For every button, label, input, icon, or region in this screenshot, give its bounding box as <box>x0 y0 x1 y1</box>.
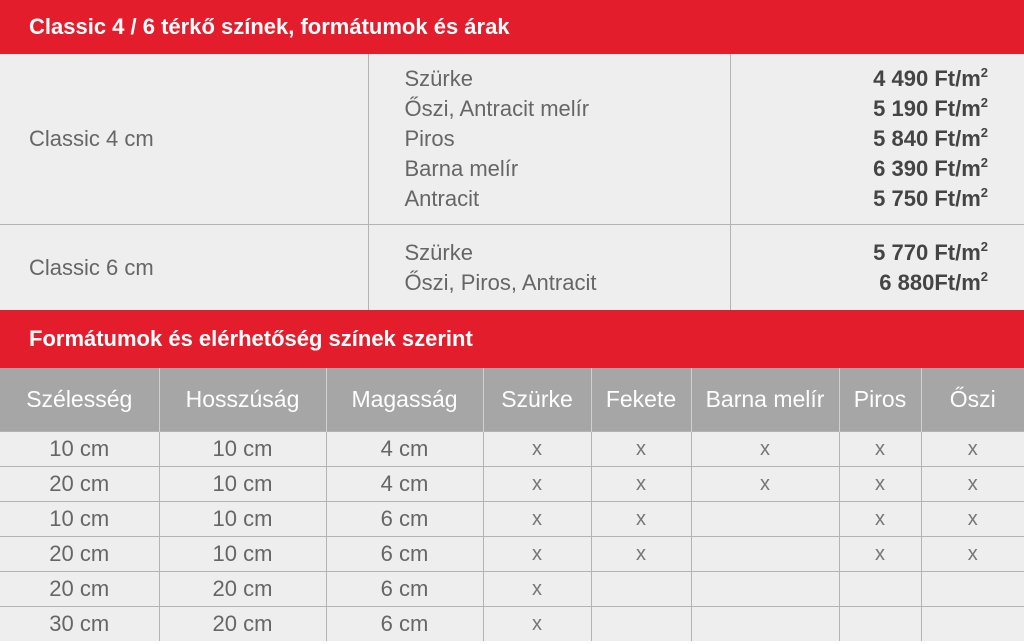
color-list <box>368 225 730 311</box>
availability-cell <box>591 572 691 607</box>
dimension-cell: 10 cm <box>159 432 326 467</box>
column-header: Szürke <box>483 368 591 432</box>
price-table <box>0 54 1024 310</box>
color-item: Piros <box>404 126 455 151</box>
availability-cell: x <box>691 432 839 467</box>
availability-cell <box>921 607 1024 642</box>
color-item: Barna melír <box>404 156 519 181</box>
dimension-cell: 10 cm <box>159 537 326 572</box>
availability-cell <box>839 572 921 607</box>
availability-cell: x <box>483 432 591 467</box>
column-header: Barna melír <box>691 368 839 432</box>
table-row <box>0 537 1024 572</box>
availability-cell: x <box>483 537 591 572</box>
table-row <box>0 467 1024 502</box>
dimension-cell: 20 cm <box>159 607 326 642</box>
color-item: Őszi, Antracit melír <box>404 96 590 121</box>
dimension-cell: 20 cm <box>0 537 159 572</box>
price-item: 5 750 $Ft/m^2$ <box>873 185 988 211</box>
availability-cell: x <box>839 537 921 572</box>
availability-cell <box>591 607 691 642</box>
color-item: Antracit <box>404 186 480 211</box>
availability-cell <box>839 607 921 642</box>
product-name: Classic 6 cm <box>0 225 368 311</box>
dimension-cell: 6 cm <box>326 607 483 642</box>
color-item: Szürke <box>404 239 473 265</box>
price-list <box>730 225 1024 311</box>
color-list <box>368 54 730 225</box>
price-section-title-text: Classic 4 / 6 térkő színek, formátumok és árak <box>29 14 510 39</box>
availability-cell: x <box>483 502 591 537</box>
price-item: 5 840 $Ft/m^2$ <box>873 125 988 151</box>
format-table-header <box>0 368 1024 432</box>
availability-cell: x <box>921 432 1024 467</box>
availability-cell <box>921 572 1024 607</box>
column-header: Fekete <box>591 368 691 432</box>
availability-cell: x <box>921 467 1024 502</box>
availability-cell <box>691 502 839 537</box>
availability-cell: x <box>839 432 921 467</box>
availability-cell: x <box>483 572 591 607</box>
dimension-cell: 10 cm <box>159 467 326 502</box>
price-item: 4 490 $Ft/m^2$ <box>873 65 988 91</box>
price-row-classic-6 <box>0 225 1024 311</box>
availability-cell: x <box>483 607 591 642</box>
column-header: Őszi <box>921 368 1024 432</box>
dimension-cell: 10 cm <box>0 502 159 537</box>
dimension-cell: 6 cm <box>326 572 483 607</box>
availability-cell: x <box>921 537 1024 572</box>
column-header: Piros <box>839 368 921 432</box>
dimension-cell: 6 cm <box>326 537 483 572</box>
price-item: 6 $880Ft/m^2$ <box>879 268 988 295</box>
availability-cell: x <box>591 432 691 467</box>
table-row <box>0 572 1024 607</box>
availability-cell: x <box>691 467 839 502</box>
price-item: 5 770 $Ft/m^2$ <box>873 238 988 265</box>
format-table <box>0 368 1024 641</box>
dimension-cell: 4 cm <box>326 432 483 467</box>
dimension-cell: 4 cm <box>326 467 483 502</box>
availability-cell: x <box>591 467 691 502</box>
price-item: 5 190 $Ft/m^2$ <box>873 95 988 121</box>
dimension-cell: 20 cm <box>0 467 159 502</box>
product-name: Classic 4 cm <box>29 126 154 151</box>
table-row <box>0 607 1024 642</box>
dimension-cell: 10 cm <box>0 432 159 467</box>
format-section-title-text: Formátumok és elérhetőség színek szerint <box>29 326 473 351</box>
dimension-cell: 30 cm <box>0 607 159 642</box>
color-item: Őszi, Piros, Antracit <box>404 269 597 295</box>
price-row-classic-4 <box>0 54 1024 225</box>
table-row <box>0 502 1024 537</box>
dimension-cell: 20 cm <box>159 572 326 607</box>
price-section-title <box>0 0 1024 54</box>
dimension-cell: 10 cm <box>159 502 326 537</box>
availability-cell: x <box>839 502 921 537</box>
availability-cell: x <box>591 537 691 572</box>
price-item: 6 390 $Ft/m^2$ <box>873 155 988 181</box>
price-list <box>730 54 1024 225</box>
availability-cell <box>691 537 839 572</box>
availability-cell: x <box>591 502 691 537</box>
column-header: Magasság <box>326 368 483 432</box>
availability-cell: x <box>839 467 921 502</box>
availability-cell: x <box>921 502 1024 537</box>
table-row <box>0 432 1024 467</box>
color-item: Szürke <box>404 66 473 91</box>
availability-cell <box>691 607 839 642</box>
availability-cell: x <box>483 467 591 502</box>
column-header: Hosszúság <box>159 368 326 432</box>
dimension-cell: 20 cm <box>0 572 159 607</box>
dimension-cell: 6 cm <box>326 502 483 537</box>
format-section-title <box>0 310 1024 368</box>
availability-cell <box>691 572 839 607</box>
column-header: Szélesség <box>0 368 159 432</box>
